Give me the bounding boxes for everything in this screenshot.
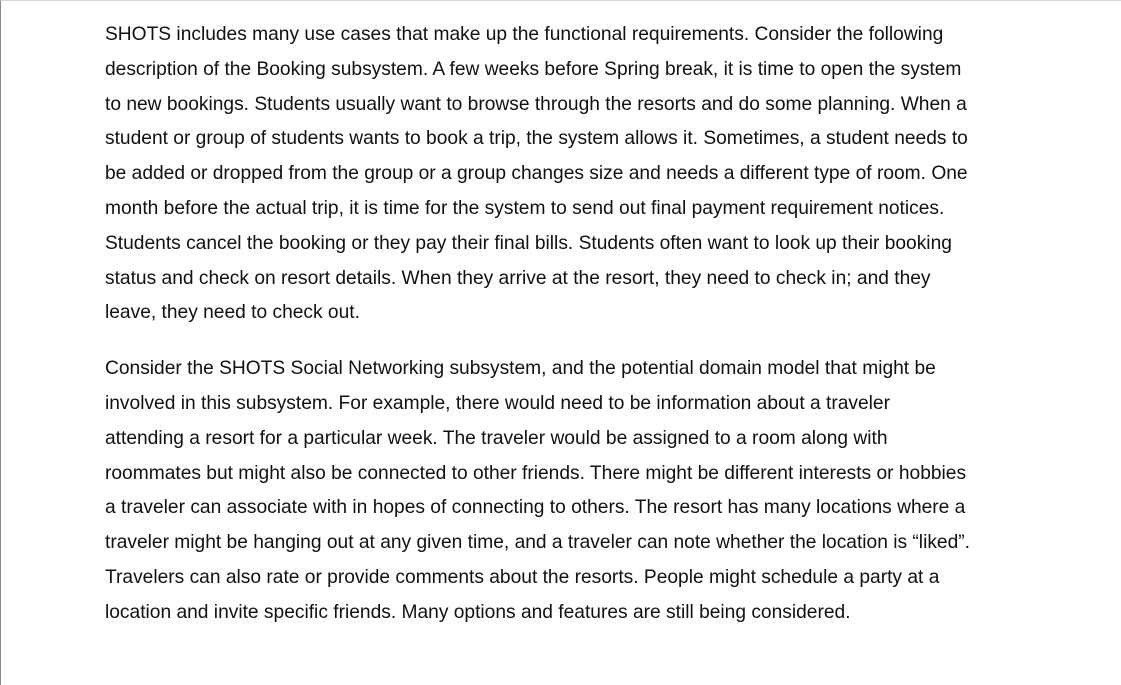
text-line: attending a resort for a particular week. The traveler would be assigned to a room along with [105,427,888,449]
text-line: SHOTS includes many use cases that make up the functional requirements. Consider the following [105,24,944,45]
text-line: location and invite specific friends. Many options and features are still being considered. [105,601,851,623]
text-line: a traveler can associate with in hopes of connecting to others. The resort has many locations where a [105,497,966,519]
text-line: student or group of students wants to book a trip, the system allows it. Sometimes, a student needs to [105,128,968,150]
paragraph-social-networking-subsystem [105,352,1105,630]
text-line: involved in this subsystem. For example, there would need to be information about a traveler [105,392,890,414]
text-line: Students cancel the booking or they pay their final bills. Students often want to look up their booking [105,232,952,254]
paragraph-booking-subsystem [105,18,1105,331]
text-line: description of the Booking subsystem. A few weeks before Spring break, it is time to open the system [105,58,962,80]
text-line: Travelers can also rate or provide comments about the resorts. People might schedule a party at a [105,566,940,588]
text-line: traveler might be hanging out at any given time, and a traveler can note whether the location is “liked”. [105,532,970,554]
text-line: month before the actual trip, it is time for the system to send out final payment requirement notices. [105,197,945,219]
text-line: status and check on resort details. When they arrive at the resort, they need to check in; and they [105,267,931,289]
document-body [105,18,1105,631]
text-line: Consider the SHOTS Social Networking subsystem, and the potential domain model that might be [105,358,936,380]
text-line: be added or dropped from the group or a group changes size and needs a different type of room. One [105,163,968,185]
text-line: to new bookings. Students usually want to browse through the resorts and do some planning. When a [105,93,967,115]
text-line: leave, they need to check out. [105,302,360,324]
text-line: roommates but might also be connected to other friends. There might be different interests or hobbies [105,462,967,484]
